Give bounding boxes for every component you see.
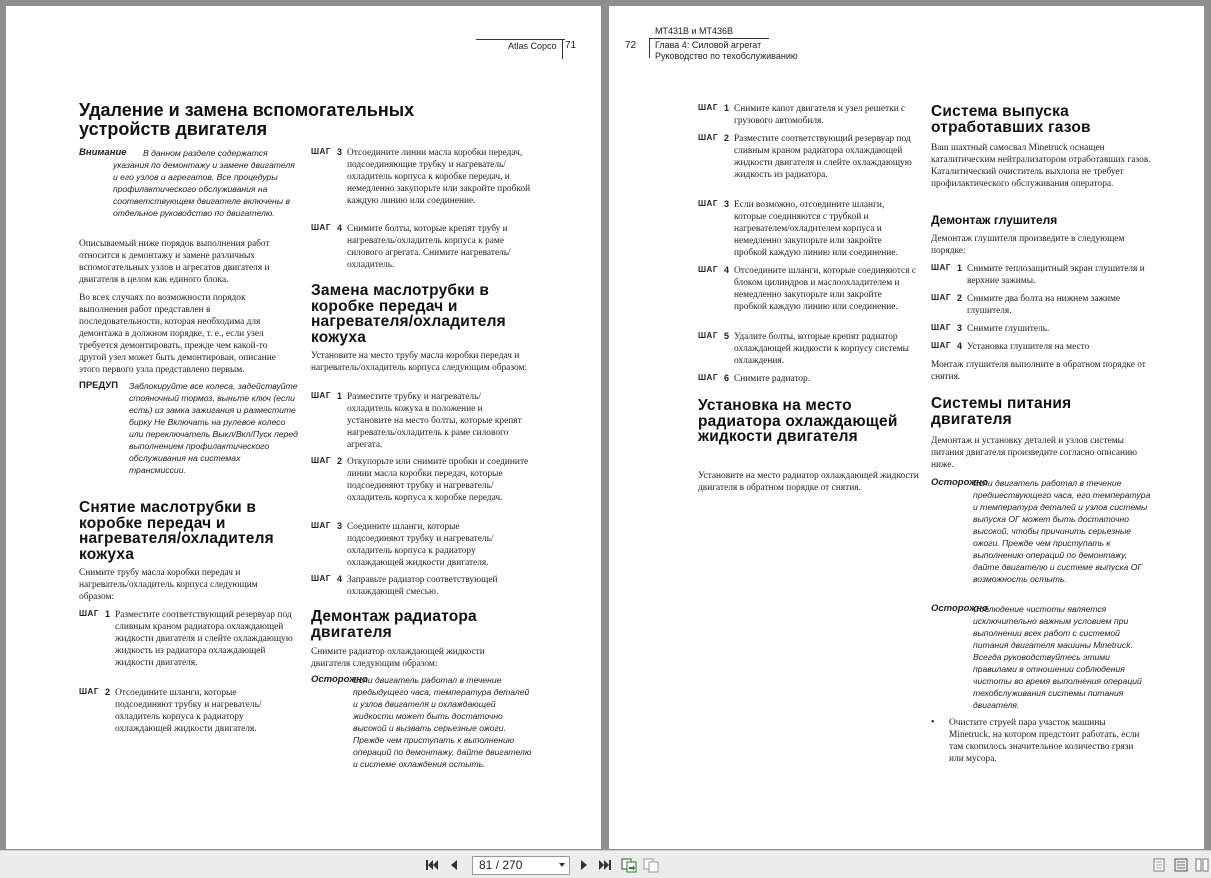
section-intro: Демонтаж глушителя произведите в следующем порядке: bbox=[931, 234, 1125, 256]
page-number: 72 bbox=[625, 40, 637, 51]
step-label: ШАГ bbox=[311, 223, 331, 232]
step-number: 3 bbox=[337, 521, 343, 531]
step-item bbox=[698, 103, 923, 133]
paragraph: Во всех случаях по возможности порядок выполнения работ представлен в последовательности, которая необходима для демонтажа в должном порядке, т. е., если узел требуется демонтировать, прежде чем какой-то другой узел может быть демонтирован, описание этого первого узла представлено первым. bbox=[79, 293, 276, 375]
step-label: ШАГ bbox=[311, 521, 331, 530]
section-intro: Снимите трубу масла коробки передач и нагреватель/охладитель корпуса следующим образом: bbox=[79, 568, 258, 602]
step-number: 1 bbox=[957, 263, 963, 273]
step-text: Снимите болты, которые крепят трубу и нагреватель/охладитель корпуса к раме силового агрегата. Снимите нагреватель/охладитель. bbox=[347, 224, 511, 270]
step-item bbox=[311, 223, 536, 273]
step-item bbox=[698, 331, 923, 369]
attention-label: Внимание bbox=[79, 147, 127, 158]
step-number: 4 bbox=[337, 223, 343, 233]
chapter-title: Глава 4: Силовой агрегат bbox=[655, 40, 762, 50]
step-text: Удалите болты, которые крепят радиатор охлаждающей жидкости к корпусу системы охлаждения. bbox=[734, 332, 909, 366]
section-title: Система выпуска отработавших газов bbox=[931, 103, 1091, 136]
header-rule-vertical bbox=[649, 38, 650, 58]
caution-text: Соблюдение чистоты является исключительно важным условием при выполнении всех работ с системой питания двигателя машины Minetruck. Всегда руководствуйтесь этими правилами в отношении соблюдения чистоты во время выполнения операций техобслуживания системы питания двигателя. bbox=[973, 604, 1142, 710]
step-item bbox=[311, 521, 536, 571]
page-title: Удаление и замена вспомогательных устройств двигателя bbox=[79, 100, 415, 139]
single-page-icon[interactable] bbox=[1151, 857, 1167, 873]
step-text: Отсоедините линии масла коробки передач, подсоединяющие трубку и нагреватель/охладитель корпуса к коробке передач, и немедленно закупорьте или закройте пробкой каждую линию или соединение. bbox=[347, 148, 531, 206]
prev-page-icon[interactable] bbox=[446, 857, 462, 873]
caution-label: Осторожно bbox=[311, 674, 368, 685]
step-item bbox=[698, 373, 923, 389]
caution-text: Если двигатель работал в течение предшествующего часа, его температура и температура деталей и узлов системы выпуска ОГ может быть достаточно высокой, чтобы причинить серьезные ожоги. Прежде чем приступать к выполнению операций по демонтажу, дайте двигателю и системе выпуска ОГ возможность остыть. bbox=[973, 478, 1151, 584]
header-rule bbox=[476, 39, 565, 40]
section-title: Установка на место радиатора охлаждающей жидкости двигателя bbox=[698, 397, 898, 445]
step-text: Соедините шланги, которые подсоединяют трубку и нагреватель/охладитель корпуса к радиатору охлаждающей жидкости двигателя. bbox=[347, 522, 494, 568]
step-number: 2 bbox=[337, 456, 343, 466]
section-intro: Установите на место трубу масла коробки передач и нагреватель/охладитель корпуса следующим образом: bbox=[311, 351, 528, 373]
step-text: Установка глушителя на место bbox=[967, 342, 1090, 352]
step-label: ШАГ bbox=[698, 103, 718, 112]
step-label: ШАГ bbox=[79, 609, 99, 618]
step-label: ШАГ bbox=[311, 456, 331, 465]
step-number: 2 bbox=[105, 687, 111, 697]
caution-label: Осторожно bbox=[931, 603, 988, 614]
step-number: 6 bbox=[724, 373, 730, 383]
section-title: Снятие маслотрубки в коробке передач и нагревателя/охладителя кожуха bbox=[79, 499, 274, 563]
next-page-icon[interactable] bbox=[576, 857, 592, 873]
step-number: 1 bbox=[337, 391, 343, 401]
step-number: 1 bbox=[105, 609, 111, 619]
step-item bbox=[931, 341, 1156, 357]
step-text: Отсоедините шланги, которые соединяются с блоком цилиндров и маслоохладителем и немедленно закупорьте или закройте пробкой каждую линию или соединение. bbox=[734, 266, 917, 312]
step-number: 3 bbox=[337, 147, 343, 157]
header-brand: Atlas Copco bbox=[508, 41, 557, 51]
fit-page-icon[interactable] bbox=[643, 857, 659, 873]
section-title: Системы питания двигателя bbox=[931, 395, 1072, 428]
manual-title: Руководство по техобслуживанию bbox=[655, 51, 798, 61]
caution-label: Осторожно bbox=[931, 477, 988, 488]
model-name: MT431B и MT436B bbox=[655, 26, 734, 36]
step-item bbox=[698, 199, 923, 261]
step-label: ШАГ bbox=[931, 323, 951, 332]
warning-text: Заблокируйте все колеса, задействуйте стояночный тормоз, выньте ключ (если есть) из замка зажигания и разместите бирку Не Включать на рулевое колесо или переключатель Выкл/Вкл/Пуск перед выполнением профилактического обслуживания на системах трансмиссии. bbox=[129, 381, 298, 475]
header-rule bbox=[649, 38, 769, 39]
dropdown-arrow-icon[interactable] bbox=[559, 863, 565, 867]
warning-label: ПРЕДУП bbox=[79, 380, 119, 391]
page-number: 71 bbox=[565, 40, 577, 51]
section-title: Замена маслотрубки в коробке передач и нагревателя/охладителя кожуха bbox=[311, 282, 506, 346]
step-item bbox=[311, 391, 536, 451]
step-label: ШАГ bbox=[931, 341, 951, 350]
page-indicator: 81 / 270 bbox=[479, 858, 523, 872]
step-label: ШАГ bbox=[698, 373, 718, 382]
paragraph: Описываемый ниже порядок выполнения работ относится к демонтажу и замене различных вспомогательных узлов и агрегатов двигателя и двигателя в целом как единого блока. bbox=[79, 239, 270, 285]
step-label: ШАГ bbox=[311, 147, 331, 156]
step-item bbox=[931, 293, 1156, 321]
paragraph: Демонтаж и установку деталей и узлов системы питания двигателя произведите согласно описанию ниже. bbox=[931, 436, 1138, 470]
bullet-glyph: • bbox=[931, 717, 935, 728]
step-label: ШАГ bbox=[311, 391, 331, 400]
step-text: Отсоедините шланги, которые подсоединяют трубку и нагреватель/охладитель корпуса к радиатору охлаждающей жидкости двигателя. bbox=[115, 688, 262, 734]
step-label: ШАГ bbox=[698, 133, 718, 142]
step-number: 2 bbox=[724, 133, 730, 143]
attention-text: В данном разделе содержатся указания по демонтажу и замене двигателя и его узлов и агрегатов. Все процедуры профилактического обслуживания на соответствующем двигателе включены в отдельное руководство по двигателю. bbox=[113, 148, 295, 218]
step-number: 3 bbox=[957, 323, 963, 333]
step-item bbox=[311, 574, 536, 604]
document-page-left bbox=[6, 6, 601, 849]
step-text: Заправьте радиатор соответствующей охлаждающей смесью. bbox=[347, 575, 498, 597]
step-label: ШАГ bbox=[79, 687, 99, 696]
caution-text: Если двигатель работал в течение предыдущего часа, температура деталей и узлов двигателя и охлаждающей жидкости может быть достаточно высокой и вызвать серьезные ожоги. Прежде чем приступать к выполнению операций по демонтажу, дайте двигателю и системе охлаждения остыть. bbox=[353, 675, 532, 769]
step-text: Снимите два болта на нижнем зажиме глушителя. bbox=[967, 294, 1121, 316]
step-item bbox=[698, 133, 923, 195]
page-number-input[interactable] bbox=[472, 856, 570, 875]
document-page-right bbox=[609, 6, 1204, 849]
step-number: 3 bbox=[724, 199, 730, 209]
bullet-text: Очистите струей пара участок машины Minetruck, на котором предстоит работать, если там скопилось значительное количество грязи или мусора. bbox=[949, 718, 1140, 764]
step-item bbox=[698, 265, 923, 327]
section-title: Демонтаж радиатора двигателя bbox=[311, 608, 477, 641]
paragraph: Установите на место радиатор охлаждающей жидкости двигателя в обратном порядке от снятия. bbox=[698, 471, 919, 493]
step-label: ШАГ bbox=[311, 574, 331, 583]
step-number: 1 bbox=[724, 103, 730, 113]
step-text: Снимите глушитель. bbox=[967, 324, 1050, 334]
continuous-icon[interactable] bbox=[1194, 857, 1210, 873]
step-item bbox=[311, 456, 536, 516]
paragraph: Монтаж глушителя выполните в обратном порядке от снятия. bbox=[931, 360, 1146, 382]
step-item bbox=[931, 323, 1156, 339]
step-text: Разместите соответствующий резервуар под сливным краном радиатора охлаждающей жидкости двигателя и слейте охлаждающую жидкость из радиатора охлаждающей жидкости двигателя. bbox=[115, 610, 293, 668]
step-item bbox=[931, 263, 1156, 291]
step-number: 2 bbox=[957, 293, 963, 303]
step-text: Снимите теплозащитный экран глушителя и верхние зажимы. bbox=[967, 264, 1145, 286]
step-number: 5 bbox=[724, 331, 730, 341]
step-label: ШАГ bbox=[698, 199, 718, 208]
step-number: 4 bbox=[957, 341, 963, 351]
step-number: 4 bbox=[724, 265, 730, 275]
step-text: Откупорьте или снимите пробки и соедините линии масла коробки передач, которые подсоединяют трубку и нагреватель/охладитель корпуса к коробке передач. bbox=[347, 457, 529, 503]
paragraph: Ваш шахтный самосвал Minetruck оснащен каталитическим нейтрализатором отработавших газов. Каталитический очиститель выхлопа не требует профилактического обслуживания оператора. bbox=[931, 143, 1151, 189]
step-item bbox=[79, 609, 294, 681]
step-label: ШАГ bbox=[698, 265, 718, 274]
step-label: ШАГ bbox=[931, 293, 951, 302]
step-text: Снимите капот двигателя и узел решетки с грузового автомобиля. bbox=[734, 104, 906, 126]
step-label: ШАГ bbox=[931, 263, 951, 272]
step-label: ШАГ bbox=[698, 331, 718, 340]
step-text: Если возможно, отсоедините шланги, которые соединяются с трубкой и нагревателем/охладителем корпуса и немедленно закупорьте или закройте пробкой каждую линию или соединение. bbox=[734, 200, 898, 258]
step-item bbox=[311, 147, 536, 222]
step-text: Разместите соответствующий резервуар под сливным краном радиатора охлаждающей жидкости двигателя и слейте охлаждающую жидкость из радиатора. bbox=[734, 134, 912, 180]
first-page-icon[interactable] bbox=[424, 857, 440, 873]
last-page-icon[interactable] bbox=[597, 857, 613, 873]
step-item bbox=[79, 687, 294, 737]
two-page-icon[interactable] bbox=[1173, 857, 1189, 873]
step-text: Разместите трубку и нагреватель/охладитель кожуха в положение и установите на место болты, которые крепят нагреватель/охладитель к раме силового агрегата. bbox=[347, 392, 522, 450]
step-text: Снимите радиатор. bbox=[734, 374, 811, 384]
step-number: 4 bbox=[337, 574, 343, 584]
fit-width-icon[interactable] bbox=[621, 857, 637, 873]
viewer-toolbar bbox=[0, 850, 1211, 878]
subsection-title: Демонтаж глушителя bbox=[931, 213, 1058, 227]
header-rule-vertical bbox=[562, 39, 563, 59]
section-intro: Снимите радиатор охлаждающей жидкости двигателя следующим образом: bbox=[311, 647, 485, 669]
